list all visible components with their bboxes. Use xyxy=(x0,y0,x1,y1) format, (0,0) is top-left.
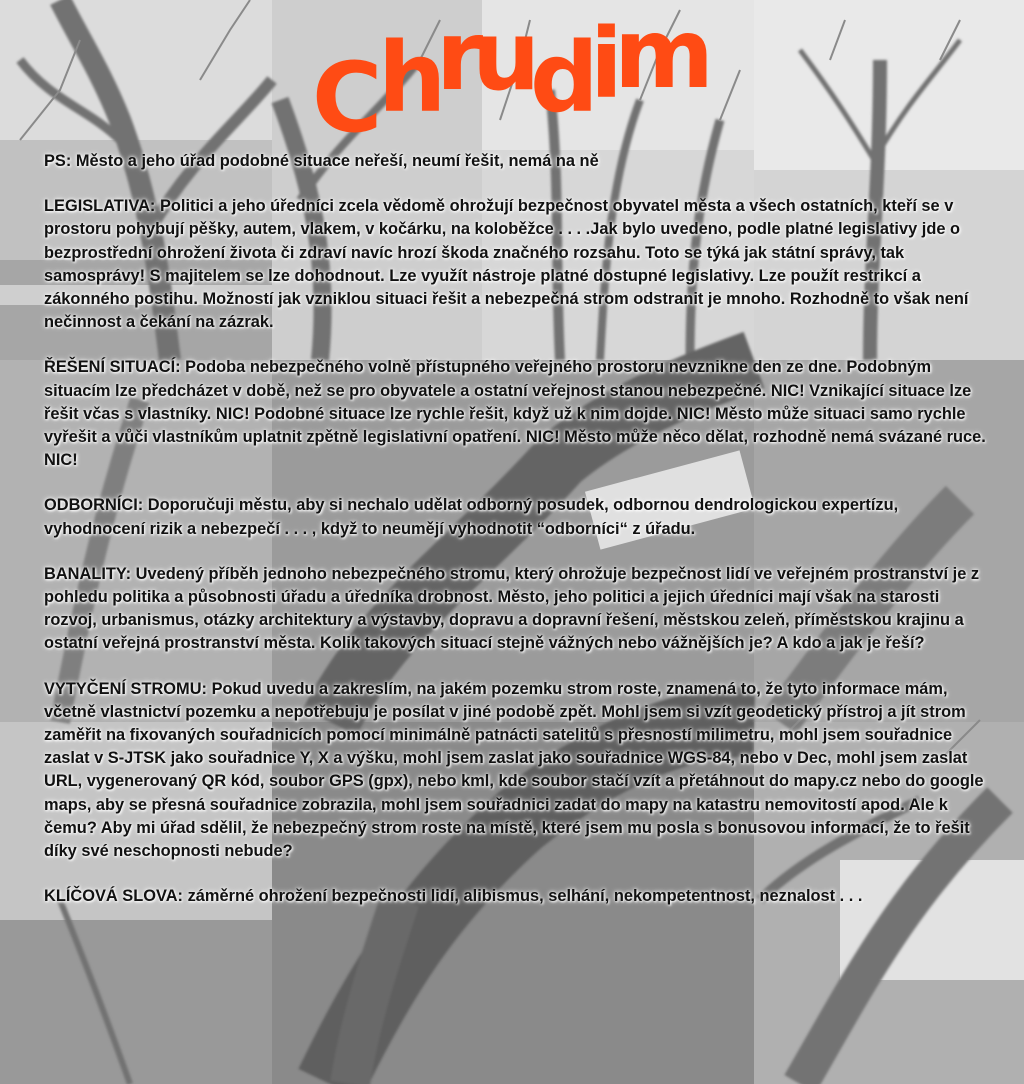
chrudim-logo xyxy=(312,0,732,154)
section-klicova-slova xyxy=(44,885,994,908)
section-text: Pokud uvedu a zakreslím, na jakém pozemku strom roste, znamená to, že tyto informace mám, včetně vlastnictví pozemku a nepotřebuju je posílat v jiné podobě zpět. Mohl jsem si vzít geodetický přístroj a jít strom zaměřit na fixovaných souřadnicích pomocí minimálně patnácti satelitů s přesností milimetru, mohl jsem souřadnice zaslat v S-JTSK jako souřadnice Y, X a výšku, mohl jsem zaslat jako souřadnice WGS-84, nebo v Dec, mohl jsem zaslat URL, vygenerovaný QR kód, soubor GPS (gpx), nebo kml, kde soubor stačí vzít a přetáhnout do mapy.cz nebo do google maps, aby se přesná souřadnice zobrazila, mohl jsem souřadnici zadat do mapy na katastru nemovitostí apod. Ale k čemu? Aby mi úřad sdělil, že nebezpečný strom roste na místě, které jsem mu posla s bonusovou informací, že to řešit díky své neschopnosti nebude? xyxy=(44,679,984,861)
section-text: Uvedený příběh jednoho nebezpečného stromu, který ohrožuje bezpečnost lidí ve veřejném prostranství je z pohledu politika a působnosti úřadu a úředníka drobnost. Město, jeho politici a jejich úředníci mají však na starosti rozvoj, urbanismus, otázky architektury a výstavby, dopravu a dopravní řešení, městskou zeleň, příměstskou krajinu a ostatní veřejná prostranství města. Kolik takových situací stejně vážných nebo vážnějších je? A kdo a jak je řeší? xyxy=(44,564,980,653)
section-text: záměrné ohrožení bezpečnosti lidí, alibismus, selhání, nekompetentnost, neznalost . . . xyxy=(183,887,863,906)
section-label: ŘEŠENÍ SITUACÍ: xyxy=(44,358,181,377)
logo-letter: u xyxy=(472,0,539,112)
section-label: LEGISLATIVA: xyxy=(44,197,156,216)
section-text: Podoba nebezpečného volně přístupného veřejného prostoru nevznikne den ze dne. Podobným situacím lze předcházet v době, než se pro obyvatele a ostatní veřejnost stanou nebezpečné. NIC! Vznikající situace lze řešit včas s vlastníky. NIC! Podobné situace lze rychle řešit, když už k nim dojde. NIC! Město může situaci samo rychle vyřešit a vůči vlastníkům uplatnit zpětně legislativní opatření. NIC! Město může něco dělat, rozhodně nemá svázané ruce. NIC! xyxy=(44,358,986,470)
logo-letter: d xyxy=(530,22,597,134)
intro-paragraph: PS: Město a jeho úřad podobné situace neřeší, neumí řešit, nemá na ně xyxy=(44,152,599,170)
logo-letter: m xyxy=(614,0,713,110)
section-banality xyxy=(44,563,994,656)
logo-letter: h xyxy=(378,22,445,134)
section-text: Politici a jeho úředníci zcela vědomě ohrožují bezpečnost obyvatel města a všech ostatních, kteří se v prostoru pohybují pěšky, autem, vlakem, v kočárku, na koloběžce . . . .Jak bylo uvedeno, podle platné legislativy jde o bezprostřední ohrožení života či zdraví navíc hrozí škoda značného rozsahu. Toto se týká jak státní správy, tak samosprávy! S majitelem se lze dohodnout. Lze využít nástroje platné dostupné legislativy. Lze použít restrikcí a zákonného postihu. Možností jak vzniklou situaci řešit a nebezpečná strom odstranit je mnoho. Rozhodně to však není nečinnost a čekání na zázrak. xyxy=(44,197,969,332)
logo-letter: C xyxy=(312,42,381,154)
logo-letter: i xyxy=(590,8,621,120)
section-label: VYTYČENÍ STROMU: xyxy=(44,679,208,698)
section-label: ODBORNÍCI: xyxy=(44,496,144,515)
article-body xyxy=(44,150,994,930)
section-legislativa xyxy=(44,195,994,334)
logo-letter: r xyxy=(436,0,482,112)
section-label: KLÍČOVÁ SLOVA: xyxy=(44,887,184,906)
section-reseni-situaci xyxy=(44,356,994,472)
section-vytyceni-stromu xyxy=(44,678,994,864)
section-odbornici xyxy=(44,494,994,540)
section-text: Doporučuji městu, aby si nechalo udělat odborný posudek, odbornou dendrologickou expertízu, vyhodnocení rizik a nebezpečí . . . , když to neumějí vyhodnotit “odborníci“ z úřadu. xyxy=(44,496,899,538)
section-label: BANALITY: xyxy=(44,564,132,583)
